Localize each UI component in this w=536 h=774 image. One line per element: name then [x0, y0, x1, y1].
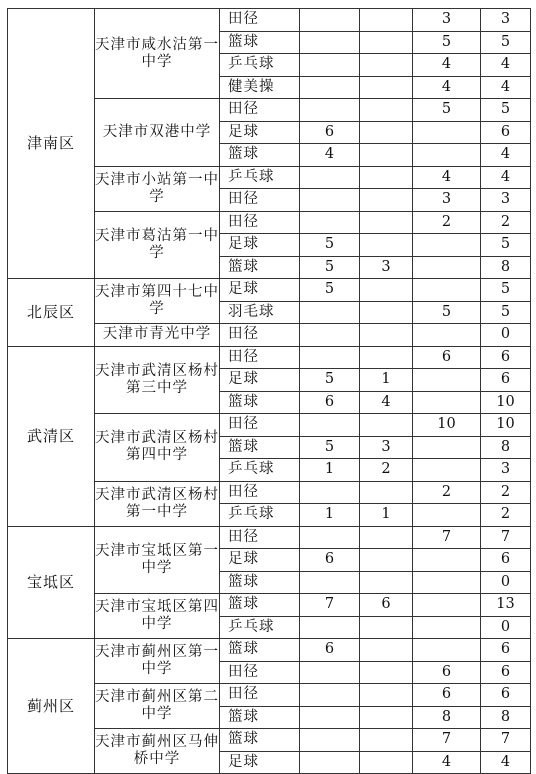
total-cell: 10	[481, 391, 531, 414]
school-cell: 天津市蓟州区第一中学	[95, 639, 220, 684]
count-col-2-cell	[360, 211, 413, 234]
total-cell: 0	[481, 616, 531, 639]
count-col-3-cell	[413, 369, 481, 392]
count-col-3-cell: 10	[413, 414, 481, 437]
count-col-3-cell: 4	[413, 751, 481, 774]
sport-cell: 足球	[220, 369, 300, 392]
count-col-1-cell: 1	[300, 504, 360, 527]
total-cell: 6	[481, 121, 531, 144]
count-col-2-cell	[360, 639, 413, 662]
sport-cell: 田径	[220, 684, 300, 707]
table-row	[8, 346, 531, 369]
count-col-3-cell	[413, 594, 481, 617]
sport-cell: 田径	[220, 9, 300, 32]
count-col-3-cell: 5	[413, 31, 481, 54]
enrollment-table	[7, 8, 531, 774]
count-col-3-cell	[413, 459, 481, 482]
count-col-2-cell	[360, 414, 413, 437]
count-col-3-cell: 6	[413, 661, 481, 684]
count-col-1-cell: 6	[300, 391, 360, 414]
sport-cell: 田径	[220, 346, 300, 369]
count-col-3-cell: 2	[413, 211, 481, 234]
school-cell: 天津市蓟州区第二中学	[95, 684, 220, 729]
count-col-1-cell	[300, 189, 360, 212]
sport-cell: 田径	[220, 414, 300, 437]
count-col-1-cell	[300, 706, 360, 729]
total-cell: 6	[481, 639, 531, 662]
count-col-3-cell: 3	[413, 9, 481, 32]
school-cell: 天津市宝坻区第一中学	[95, 526, 220, 594]
district-cell: 宝坻区	[8, 526, 95, 639]
total-cell: 2	[481, 481, 531, 504]
total-cell: 8	[481, 256, 531, 279]
total-cell: 4	[481, 751, 531, 774]
sport-cell: 田径	[220, 481, 300, 504]
count-col-1-cell	[300, 414, 360, 437]
count-col-2-cell	[360, 301, 413, 324]
count-col-3-cell: 7	[413, 526, 481, 549]
total-cell: 5	[481, 31, 531, 54]
sport-cell: 乒乓球	[220, 616, 300, 639]
count-col-1-cell	[300, 571, 360, 594]
count-col-3-cell: 4	[413, 76, 481, 99]
sport-cell: 篮球	[220, 436, 300, 459]
school-cell: 天津市蓟州区马伸桥中学	[95, 729, 220, 774]
total-cell: 4	[481, 166, 531, 189]
count-col-1-cell: 5	[300, 279, 360, 302]
count-col-3-cell: 7	[413, 729, 481, 752]
table-body	[8, 9, 531, 774]
sport-cell: 田径	[220, 661, 300, 684]
sport-cell: 田径	[220, 526, 300, 549]
sport-cell: 篮球	[220, 639, 300, 662]
sport-cell: 篮球	[220, 571, 300, 594]
district-cell: 蓟州区	[8, 639, 95, 774]
total-cell: 3	[481, 9, 531, 32]
count-col-2-cell	[360, 166, 413, 189]
count-col-3-cell	[413, 279, 481, 302]
count-col-2-cell: 6	[360, 594, 413, 617]
count-col-1-cell	[300, 616, 360, 639]
count-col-2-cell	[360, 189, 413, 212]
sport-cell: 足球	[220, 234, 300, 257]
total-cell: 6	[481, 346, 531, 369]
total-cell: 10	[481, 414, 531, 437]
count-col-2-cell	[360, 324, 413, 347]
count-col-1-cell: 5	[300, 369, 360, 392]
count-col-2-cell	[360, 661, 413, 684]
count-col-1-cell	[300, 481, 360, 504]
count-col-1-cell	[300, 211, 360, 234]
total-cell: 7	[481, 526, 531, 549]
sport-cell: 健美操	[220, 76, 300, 99]
count-col-1-cell	[300, 31, 360, 54]
count-col-1-cell	[300, 99, 360, 122]
count-col-1-cell	[300, 526, 360, 549]
count-col-1-cell: 5	[300, 234, 360, 257]
count-col-2-cell	[360, 684, 413, 707]
table-row	[8, 279, 531, 302]
sport-cell: 足球	[220, 279, 300, 302]
count-col-1-cell: 1	[300, 459, 360, 482]
count-col-1-cell: 7	[300, 594, 360, 617]
total-cell: 5	[481, 301, 531, 324]
count-col-2-cell	[360, 99, 413, 122]
count-col-3-cell: 6	[413, 346, 481, 369]
count-col-2-cell	[360, 616, 413, 639]
count-col-3-cell	[413, 616, 481, 639]
count-col-2-cell	[360, 571, 413, 594]
count-col-2-cell	[360, 9, 413, 32]
total-cell: 6	[481, 549, 531, 572]
school-cell: 天津市青光中学	[95, 324, 220, 347]
count-col-3-cell	[413, 391, 481, 414]
count-col-3-cell	[413, 436, 481, 459]
count-col-1-cell: 5	[300, 256, 360, 279]
total-cell: 4	[481, 144, 531, 167]
school-cell: 天津市葛沽第一中学	[95, 211, 220, 279]
count-col-2-cell	[360, 121, 413, 144]
count-col-2-cell	[360, 706, 413, 729]
total-cell: 0	[481, 324, 531, 347]
sport-cell: 篮球	[220, 594, 300, 617]
count-col-3-cell	[413, 144, 481, 167]
count-col-3-cell: 4	[413, 54, 481, 77]
count-col-2-cell	[360, 279, 413, 302]
table-row	[8, 526, 531, 549]
sport-cell: 乒乓球	[220, 504, 300, 527]
count-col-2-cell	[360, 729, 413, 752]
sport-cell: 篮球	[220, 729, 300, 752]
total-cell: 4	[481, 54, 531, 77]
count-col-1-cell	[300, 684, 360, 707]
count-col-3-cell	[413, 571, 481, 594]
total-cell: 3	[481, 189, 531, 212]
total-cell: 0	[481, 571, 531, 594]
total-cell: 6	[481, 369, 531, 392]
sport-cell: 田径	[220, 324, 300, 347]
count-col-2-cell: 3	[360, 436, 413, 459]
total-cell: 8	[481, 436, 531, 459]
total-cell: 5	[481, 234, 531, 257]
sport-cell: 乒乓球	[220, 54, 300, 77]
total-cell: 2	[481, 211, 531, 234]
sport-cell: 乒乓球	[220, 459, 300, 482]
count-col-1-cell	[300, 9, 360, 32]
total-cell: 5	[481, 99, 531, 122]
count-col-3-cell	[413, 234, 481, 257]
district-cell: 北辰区	[8, 279, 95, 347]
sport-cell: 篮球	[220, 391, 300, 414]
sport-cell: 田径	[220, 211, 300, 234]
count-col-2-cell	[360, 234, 413, 257]
district-cell: 津南区	[8, 9, 95, 279]
count-col-2-cell	[360, 549, 413, 572]
count-col-1-cell	[300, 346, 360, 369]
total-cell: 4	[481, 76, 531, 99]
school-cell: 天津市双港中学	[95, 99, 220, 167]
count-col-3-cell: 5	[413, 301, 481, 324]
count-col-3-cell: 5	[413, 99, 481, 122]
sport-cell: 足球	[220, 751, 300, 774]
district-cell: 武清区	[8, 346, 95, 526]
school-cell: 天津市武清区杨村第一中学	[95, 481, 220, 526]
total-cell: 3	[481, 459, 531, 482]
count-col-2-cell	[360, 144, 413, 167]
school-cell: 天津市咸水沽第一中学	[95, 9, 220, 99]
count-col-2-cell	[360, 481, 413, 504]
sport-cell: 足球	[220, 121, 300, 144]
sport-cell: 篮球	[220, 144, 300, 167]
total-cell: 2	[481, 504, 531, 527]
count-col-1-cell	[300, 324, 360, 347]
total-cell: 8	[481, 706, 531, 729]
count-col-1-cell: 5	[300, 436, 360, 459]
table-row	[8, 639, 531, 662]
count-col-1-cell: 6	[300, 639, 360, 662]
count-col-2-cell: 3	[360, 256, 413, 279]
count-col-3-cell: 2	[413, 481, 481, 504]
count-col-3-cell	[413, 324, 481, 347]
school-cell: 天津市武清区杨村第四中学	[95, 414, 220, 482]
count-col-1-cell	[300, 76, 360, 99]
count-col-1-cell: 6	[300, 549, 360, 572]
count-col-2-cell: 4	[360, 391, 413, 414]
count-col-3-cell	[413, 504, 481, 527]
count-col-1-cell: 6	[300, 121, 360, 144]
count-col-3-cell: 6	[413, 684, 481, 707]
sport-cell: 足球	[220, 549, 300, 572]
sport-cell: 篮球	[220, 256, 300, 279]
count-col-2-cell: 1	[360, 504, 413, 527]
count-col-2-cell	[360, 31, 413, 54]
count-col-1-cell	[300, 301, 360, 324]
sport-cell: 篮球	[220, 31, 300, 54]
school-cell: 天津市宝坻区第四中学	[95, 594, 220, 639]
sport-cell: 羽毛球	[220, 301, 300, 324]
total-cell: 5	[481, 279, 531, 302]
count-col-3-cell: 4	[413, 166, 481, 189]
count-col-3-cell: 8	[413, 706, 481, 729]
count-col-3-cell	[413, 549, 481, 572]
count-col-1-cell	[300, 661, 360, 684]
total-cell: 6	[481, 661, 531, 684]
count-col-3-cell: 3	[413, 189, 481, 212]
count-col-2-cell: 2	[360, 459, 413, 482]
total-cell: 13	[481, 594, 531, 617]
count-col-2-cell: 1	[360, 369, 413, 392]
count-col-3-cell	[413, 639, 481, 662]
count-col-2-cell	[360, 54, 413, 77]
sport-cell: 篮球	[220, 706, 300, 729]
sport-cell: 田径	[220, 99, 300, 122]
count-col-2-cell	[360, 76, 413, 99]
table-row	[8, 9, 531, 32]
school-cell: 天津市小站第一中学	[95, 166, 220, 211]
count-col-1-cell	[300, 729, 360, 752]
sport-cell: 乒乓球	[220, 166, 300, 189]
count-col-2-cell	[360, 346, 413, 369]
count-col-1-cell	[300, 166, 360, 189]
count-col-2-cell	[360, 751, 413, 774]
count-col-3-cell	[413, 121, 481, 144]
sport-cell: 田径	[220, 189, 300, 212]
count-col-1-cell	[300, 751, 360, 774]
count-col-2-cell	[360, 526, 413, 549]
count-col-3-cell	[413, 256, 481, 279]
school-cell: 天津市武清区杨村第三中学	[95, 346, 220, 414]
total-cell: 6	[481, 684, 531, 707]
total-cell: 7	[481, 729, 531, 752]
count-col-1-cell	[300, 54, 360, 77]
school-cell: 天津市第四十七中学	[95, 279, 220, 324]
count-col-1-cell: 4	[300, 144, 360, 167]
